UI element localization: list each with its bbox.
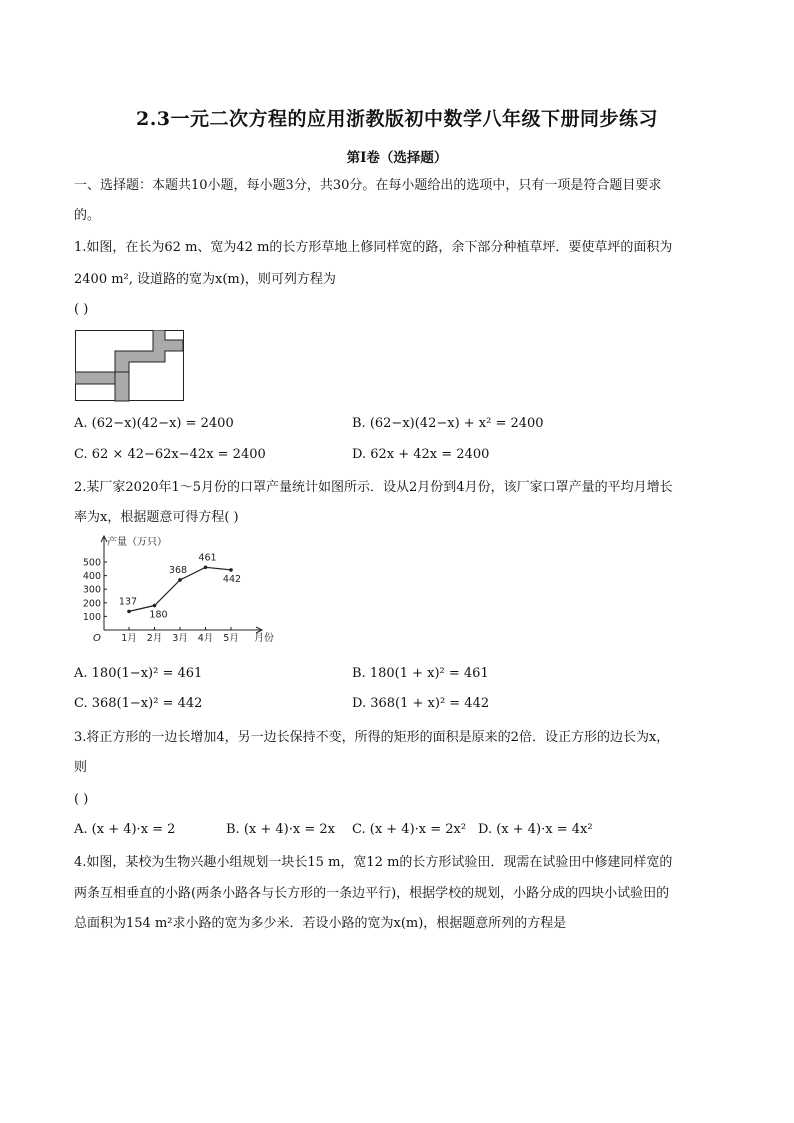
q2-text-line2: 率为x，根据题意可得方程( ) (74, 510, 239, 525)
q2-option-d[interactable]: D. 368(1 + x)² = 442 (352, 696, 490, 711)
q3-option-d[interactable]: D. (x + 4)·x = 4x² (478, 822, 593, 837)
q1-answer-paren: ( ) (74, 302, 89, 317)
data-label: 442 (222, 573, 242, 585)
q3-text-line1: 3.将正方形的一边长增加4，另一边长保持不变，所得的矩形的面积是原来的2倍．设正方形的边长为x， (74, 730, 670, 745)
data-point (127, 610, 131, 614)
y-tick-label: 500 (82, 557, 101, 569)
q2-option-a[interactable]: A. 180(1−x)² = 461 (74, 666, 203, 681)
section-subtitle: 第I卷（选择题） (346, 150, 448, 166)
q4-text-line2: 两条互相垂直的小路(两条小路各与长方形的一条边平行)，根据学校的规划，小路分成的四块小试验田的 (74, 886, 670, 901)
q1-option-d[interactable]: D. 62x + 42x = 2400 (352, 447, 490, 462)
section-instruction-line1: 一、选择题：本题共10小题，每小题3分，共30分。在每小题给出的选项中，只有一项是符合题目要求 (74, 178, 662, 193)
data-label: 368 (168, 564, 188, 576)
q3-option-a[interactable]: A. (x + 4)·x = 2 (74, 822, 176, 837)
q3-option-b[interactable]: B. (x + 4)·x = 2x (226, 822, 335, 837)
q3-text-line2: 则 (74, 760, 88, 775)
page-title: 2.3一元二次方程的应用浙教版初中数学八年级下册同步练习 (135, 108, 659, 130)
x-tick-label: 3月 (172, 633, 188, 644)
x-axis-label: 月份 (254, 633, 274, 644)
q3-option-c[interactable]: C. (x + 4)·x = 2x² (352, 822, 467, 837)
q2-option-b[interactable]: B. 180(1 + x)² = 461 (352, 666, 489, 681)
data-point (229, 568, 233, 572)
data-point (178, 578, 182, 582)
data-label: 137 (118, 596, 138, 608)
q2-text-line1: 2.某厂家2020年1～5月份的口罩产量统计如图所示．设从2月份到4月份，该厂家口罩产量的平均月增长 (74, 480, 673, 495)
y-axis-label: 产量（万只） (107, 537, 167, 548)
data-label: 180 (149, 609, 168, 621)
q1-option-a[interactable]: A. (62−x)(42−x) = 2400 (74, 416, 234, 431)
q4-text-line1: 4.如图，某校为生物兴趣小组规划一块长15 m，宽12 m的长方形试验田．现需在试验田中修建同样宽的 (74, 855, 673, 870)
x-tick-label: 5月 (223, 633, 239, 644)
x-tick-label: 2月 (146, 633, 163, 644)
q3-answer-paren: ( ) (74, 792, 89, 807)
q1-text-line1: 1.如图，在长为62 m、宽为42 m的长方形草地上修同样宽的路，余下部分种植草坪．要使草坪的面积为 (74, 240, 673, 255)
q2-option-c[interactable]: C. 368(1−x)² = 442 (74, 696, 203, 711)
q1-road-figure (75, 330, 185, 402)
data-point (204, 566, 208, 570)
q1-option-c[interactable]: C. 62 × 42−62x−42x = 2400 (74, 447, 266, 462)
data-point (153, 604, 157, 608)
x-tick-label: 1月 (121, 633, 137, 644)
section-instruction-line2: 的。 (74, 208, 101, 223)
y-tick-label: 300 (82, 584, 101, 596)
y-tick-label: 200 (82, 598, 101, 610)
y-tick-label: 100 (82, 611, 101, 623)
data-label: 461 (198, 552, 217, 564)
x-tick-label: 4月 (197, 633, 214, 644)
y-tick-label: 400 (82, 571, 101, 583)
q1-option-b[interactable]: B. (62−x)(42−x) + x² = 2400 (352, 416, 544, 431)
q2-line-chart (74, 532, 274, 644)
origin-label: O (93, 633, 101, 644)
q1-text-line2: 2400 m², 设道路的宽为x(m)，则可列方程为 (74, 272, 336, 287)
q4-text-line3: 总面积为154 m²求小路的宽为多少米．若设小路的宽为x(m)，根据题意所列的方程是 (74, 916, 567, 931)
